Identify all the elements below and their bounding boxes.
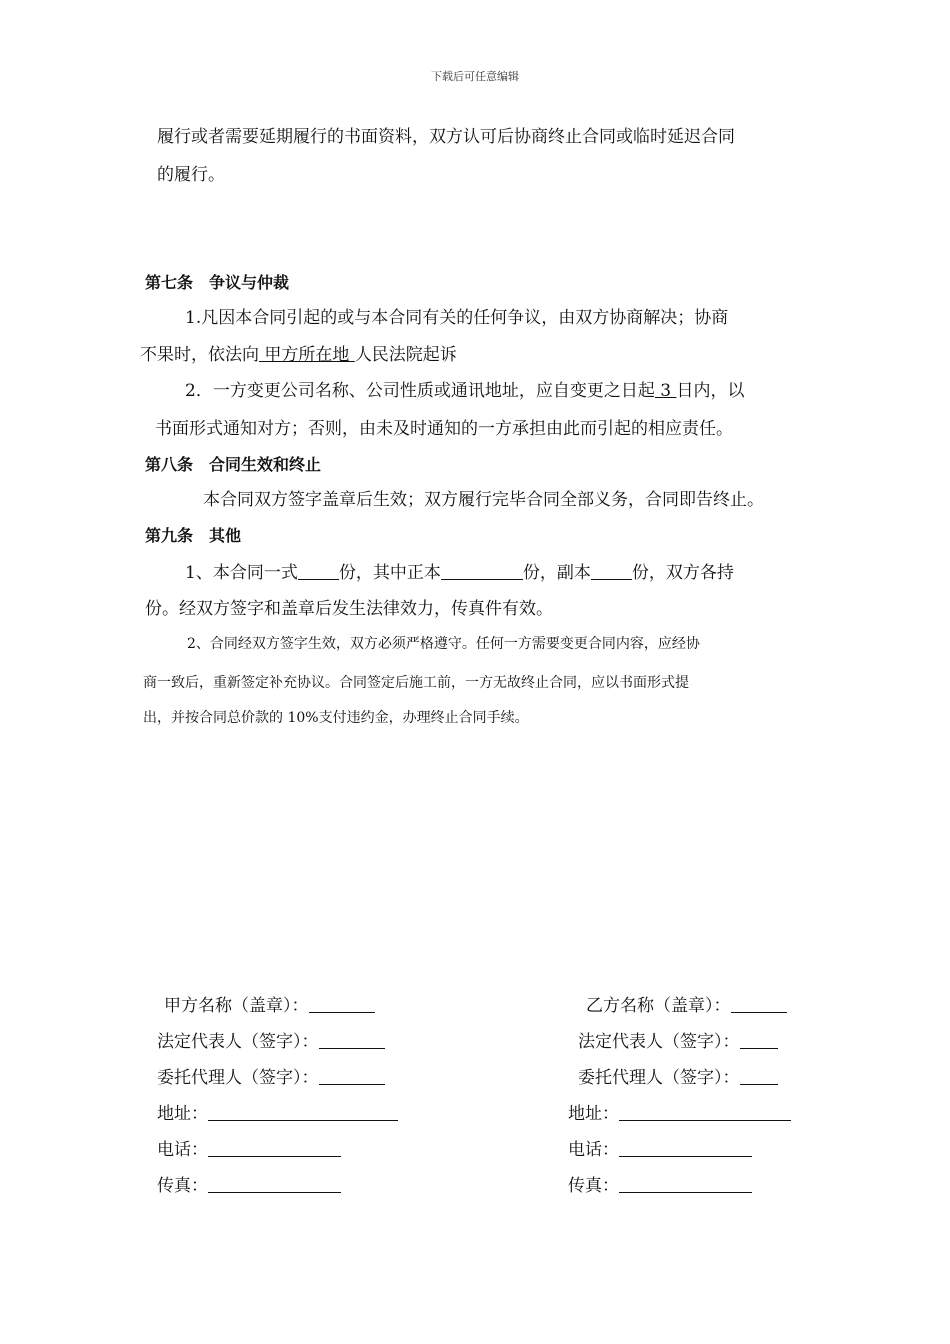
- party-b-address-blank[interactable]: [619, 1105, 791, 1121]
- party-a-agent-blank[interactable]: [319, 1069, 385, 1085]
- party-b-name-row: [586, 997, 787, 1015]
- article-8-title: 第八条 合同生效和终止: [145, 455, 322, 474]
- party-a-rep-blank[interactable]: [319, 1033, 385, 1049]
- article-9-p1-text-b: 份，其中正本: [338, 563, 441, 583]
- party-b-phone-blank[interactable]: [619, 1141, 752, 1157]
- party-b-agent-label: 委托代理人（签字）：: [578, 1068, 740, 1088]
- party-a-name-label: 甲方名称（盖章）：: [164, 996, 309, 1016]
- article-7-p2-text-b: 日内，以: [676, 381, 745, 401]
- article-7-p1-text-b: 人民法院起诉: [354, 345, 457, 365]
- article-9-p1-text-d: 份，双方各持: [631, 563, 734, 583]
- party-a-fax-row: [157, 1177, 341, 1195]
- article-7-title: 第七条 争议与仲裁: [145, 273, 290, 292]
- article-7-p1-line2: [140, 347, 457, 364]
- party-b-phone-label: 电话：: [568, 1140, 619, 1160]
- party-b-address-label: 地址：: [568, 1104, 619, 1124]
- party-b-rep-label: 法定代表人（签字）：: [578, 1032, 740, 1052]
- party-b-fax-label: 传真：: [568, 1176, 619, 1196]
- article-7-p1-line1: 1.凡因本合同引起的或与本合同有关的任何争议，由双方协商解决；协商: [185, 308, 729, 328]
- intro-line-2: 的履行。: [157, 165, 225, 185]
- party-a-fax-blank[interactable]: [208, 1177, 341, 1193]
- party-a-address-label: 地址：: [157, 1104, 208, 1124]
- article-9-p1-text-c: 份，副本: [522, 563, 591, 583]
- article-9-p2-line2: 商一致后，重新签定补充协议。合同签定后施工前，一方无故终止合同，应以书面形式提: [143, 675, 689, 691]
- article-7-p1-text-a: 不果时，依法向: [140, 345, 259, 365]
- party-b-name-blank[interactable]: [731, 997, 787, 1013]
- article-8-body: 本合同双方签字盖章后生效；双方履行完毕合同全部义务，合同即告终止。: [203, 490, 764, 510]
- article-9-p2-line1: 2、合同经双方签字生效，双方必须严格遵守。任何一方需要变更合同内容，应经协: [187, 636, 700, 652]
- notice-days-fill: 3: [654, 381, 677, 401]
- party-a-agent-row: [157, 1069, 385, 1087]
- party-a-address-row: [157, 1105, 398, 1123]
- party-a-rep-row: [157, 1033, 385, 1051]
- party-b-rep-row: [578, 1033, 778, 1051]
- article-9-p1-text-a: 1、本合同一式: [185, 563, 298, 583]
- article-7-p2-line2: 书面形式通知对方；否则，由未及时通知的一方承担由此而引起的相应责任。: [155, 419, 733, 439]
- page-header: 下载后可任意编辑: [431, 70, 519, 83]
- party-b-agent-blank[interactable]: [740, 1069, 778, 1085]
- duplicate-copies-blank[interactable]: [591, 564, 632, 580]
- article-9-p1-line2: 份。经双方签字和盖章后发生法律效力，传真件有效。: [145, 599, 553, 619]
- party-a-fax-label: 传真：: [157, 1176, 208, 1196]
- party-b-agent-row: [578, 1069, 778, 1087]
- article-7-p2-text-a: 2．一方变更公司名称、公司性质或通讯地址，应自变更之日起: [185, 381, 655, 401]
- article-9-title: 第九条 其他: [145, 526, 242, 545]
- article-7-p2-line1: [185, 383, 744, 400]
- party-b-name-label: 乙方名称（盖章）：: [586, 996, 731, 1016]
- party-b-phone-row: [568, 1141, 752, 1159]
- party-b-fax-row: [568, 1177, 752, 1195]
- party-a-agent-label: 委托代理人（签字）：: [157, 1068, 319, 1088]
- party-a-name-blank[interactable]: [309, 997, 375, 1013]
- party-b-fax-blank[interactable]: [619, 1177, 752, 1193]
- party-b-rep-blank[interactable]: [740, 1033, 778, 1049]
- party-a-address-blank[interactable]: [208, 1105, 398, 1121]
- court-location-fill: 甲方所在地: [259, 345, 355, 365]
- party-a-phone-row: [157, 1141, 341, 1159]
- party-a-phone-label: 电话：: [157, 1140, 208, 1160]
- intro-line-1: 履行或者需要延期履行的书面资料，双方认可后协商终止合同或临时延迟合同: [157, 127, 735, 147]
- party-b-address-row: [568, 1105, 791, 1123]
- party-a-name-row: [164, 997, 375, 1015]
- article-9-p1-line1: [185, 564, 734, 582]
- party-a-phone-blank[interactable]: [208, 1141, 341, 1157]
- party-a-rep-label: 法定代表人（签字）：: [157, 1032, 319, 1052]
- original-copies-blank[interactable]: [441, 564, 523, 580]
- total-copies-blank[interactable]: [298, 564, 339, 580]
- article-9-p2-line3: 出，并按合同总价款的 10%支付违约金，办理终止合同手续。: [143, 710, 529, 726]
